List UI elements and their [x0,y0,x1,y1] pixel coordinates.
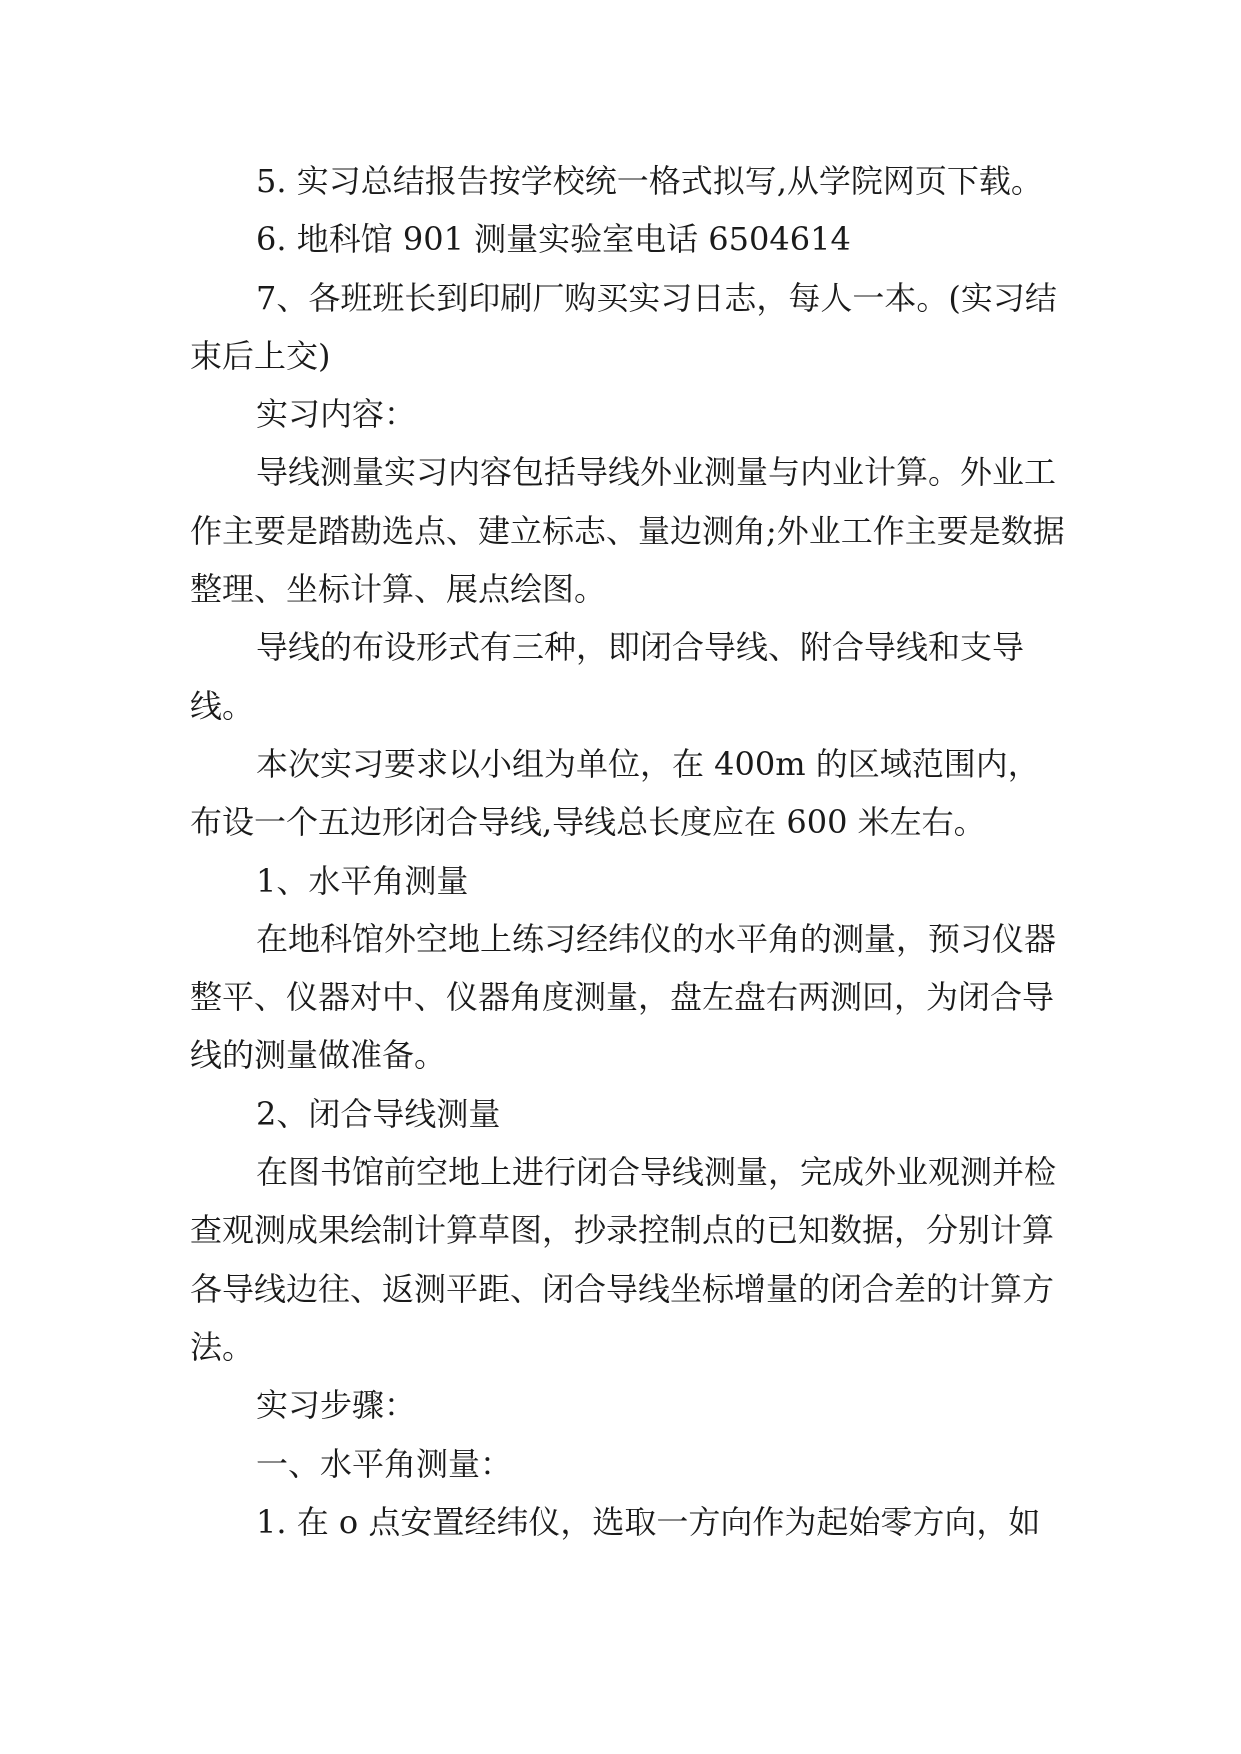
paragraph: 本次实习要求以小组为单位，在 400m 的区域范围内，布设一个五边形闭合导线,导线总长度应在 600 米左右。 [190,744,1040,842]
document-body [190,152,1070,1551]
paragraph: 导线测量实习内容包括导线外业测量与内业计算。外业工作主要是踏勘选点、建立标志、量边测角;外业工作主要是数据整理、坐标计算、展点绘图。 [190,453,1065,609]
paragraph: 实习内容： [256,395,417,434]
paragraph: 实习步骤： [256,1386,417,1425]
paragraph: 2、闭合导线测量 [256,1094,501,1133]
paragraph: 6. 地科馆 901 测量实验室电话 6504614 [256,220,851,259]
paragraph: 5. 实习总结报告按学校统一格式拟写,从学院网页下载。 [256,162,1043,200]
paragraph: 在图书馆前空地上进行闭合导线测量，完成外业观测并检查观测成果绘制计算草图，抄录控制点的已知数据，分别计算各导线边往、返测平距、闭合导线坐标增量的闭合差的计算方法。 [190,1153,1057,1366]
paragraph: 1、水平角测量 [256,861,469,900]
paragraph: 导线的布设形式有三种，即闭合导线、附合导线和支导线。 [190,628,1025,725]
paragraph: 一、水平角测量： [256,1444,513,1483]
paragraph: 1. 在 o 点安置经纬仪，选取一方向作为起始零方向，如 [256,1502,1041,1541]
paragraph: 7、各班班长到印刷厂购买实习日志，每人一本。(实习结束后上交) [190,278,1057,375]
paragraph: 在地科馆外空地上练习经纬仪的水平角的测量，预习仪器整平、仪器对中、仪器角度测量，盘左盘右两测回，为闭合导线的测量做准备。 [190,919,1057,1075]
